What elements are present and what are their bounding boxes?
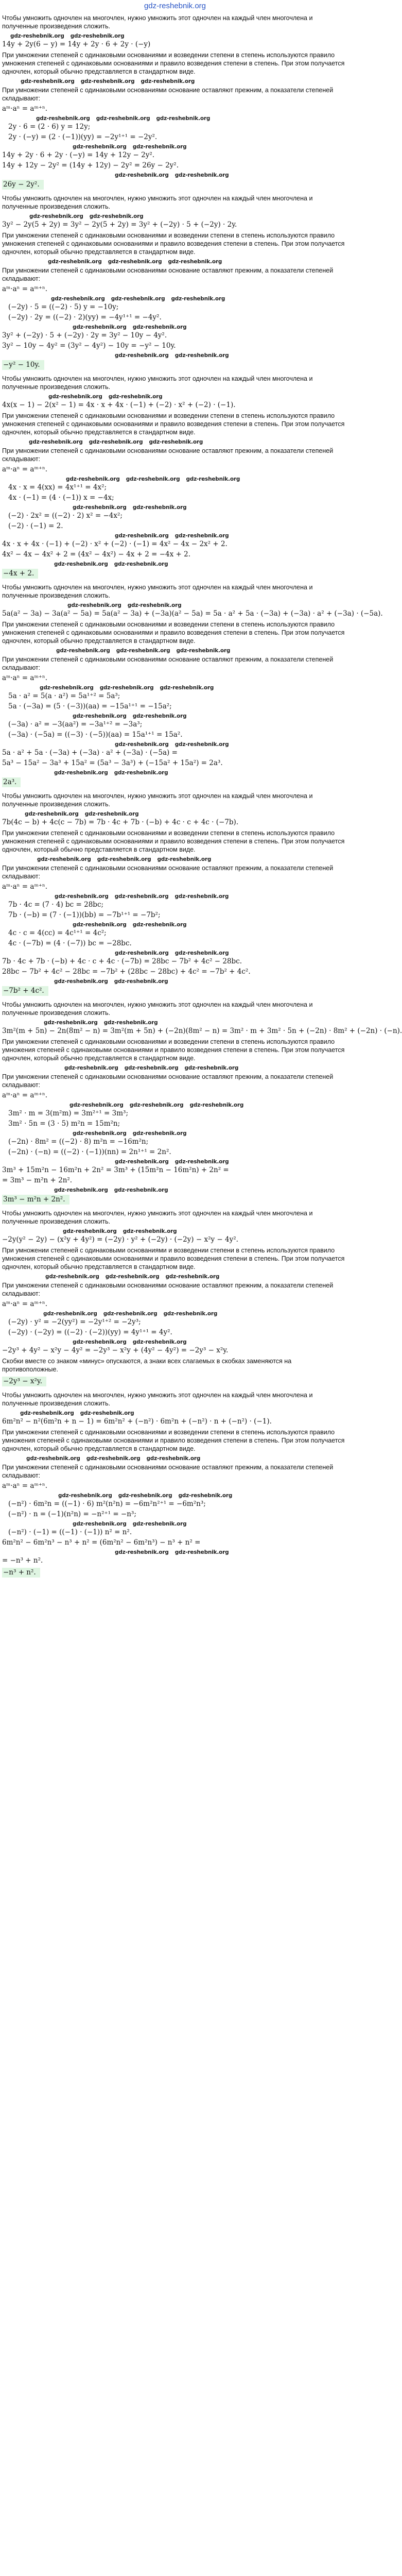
watermark: gdz-reshebnik.org bbox=[89, 438, 143, 445]
watermark: gdz-reshebnik.org bbox=[115, 172, 169, 178]
watermark: gdz-reshebnik.org bbox=[97, 856, 151, 862]
rule-powers-text: При умножении степеней с одинаковыми основаниями и возведении степени в степень используются правило умножения степеней с одинаковыми основаниями и правило возведения степени в степень. При этом получается одночлен, который обычно представляется в стандартном виде. bbox=[2, 232, 345, 256]
watermark: gdz-reshebnik.org bbox=[73, 504, 127, 511]
step: 4c · (−7b) = (4 · (−7)) bc = −28bc. bbox=[8, 939, 132, 947]
watermark-row bbox=[2, 1101, 348, 1108]
watermark-row bbox=[2, 1548, 348, 1555]
step: (−n²) · n = (−1)(n²n) = −n²⁺¹ = −n³; bbox=[8, 1510, 136, 1518]
watermark: gdz-reshebnik.org bbox=[132, 1338, 187, 1345]
step: (−2y) · y² = −2(yy²) = −2y¹⁺² = −2y³; bbox=[8, 1318, 141, 1326]
watermark-row bbox=[2, 114, 348, 122]
answer: 3m³ − m²n + 2n². bbox=[2, 1195, 69, 1205]
expression: 3y² − 2y(5 + 2y) = 3y² − 2y(5 + 2y) = 3y² + (−2y) · 5 + (−2y) · 2y. bbox=[2, 221, 237, 229]
rule-powers-text: При умножении степеней с одинаковыми основаниями и возведении степени в степень используются правило умножения степеней с одинаковыми основаниями и правило возведения степени в степень. При этом получается одночлен, который обычно представляется в стандартном виде. bbox=[2, 52, 345, 75]
watermark: gdz-reshebnik.org bbox=[141, 78, 195, 84]
watermark: gdz-reshebnik.org bbox=[115, 532, 169, 539]
watermark-row bbox=[2, 475, 348, 482]
watermark: gdz-reshebnik.org bbox=[89, 213, 144, 219]
watermark-row bbox=[2, 1492, 348, 1499]
step: 4c · c = 4(cc) = 4c¹⁺¹ = 4c²; bbox=[8, 929, 107, 937]
watermark: gdz-reshebnik.org bbox=[127, 602, 182, 608]
watermark: gdz-reshebnik.org bbox=[126, 476, 180, 482]
watermark: gdz-reshebnik.org bbox=[174, 893, 229, 900]
rule-short-text: При умножении степеней с одинаковыми основаниями основание оставляют прежним, а показатели степеней складывают: bbox=[2, 447, 334, 463]
watermark: gdz-reshebnik.org bbox=[43, 1310, 97, 1317]
watermark: gdz-reshebnik.org bbox=[86, 1455, 141, 1462]
watermark: gdz-reshebnik.org bbox=[54, 561, 108, 567]
rule-short-text: При умножении степеней с одинаковыми основаниями основание оставляют прежним, а показатели степеней складывают: bbox=[2, 1464, 334, 1479]
watermark: gdz-reshebnik.org bbox=[174, 352, 229, 359]
watermark: gdz-reshebnik.org bbox=[73, 1130, 127, 1137]
intro-text: Чтобы умножить одночлен на многочлен, нужно умножить этот одночлен на каждый член многочлена и полученные произведения сложить. bbox=[2, 1392, 313, 1407]
watermark: gdz-reshebnik.org bbox=[115, 352, 169, 359]
rule-short-text: При умножении степеней с одинаковыми основаниями основание оставляют прежним, а показатели степеней складывают: bbox=[2, 656, 334, 671]
watermark: gdz-reshebnik.org bbox=[115, 950, 169, 956]
watermark: gdz-reshebnik.org bbox=[115, 1549, 169, 1555]
expression: 14y + 2y(6 − y) = 14y + 2y · 6 + 2y · (−y) bbox=[2, 40, 151, 48]
watermark: gdz-reshebnik.org bbox=[114, 893, 169, 900]
step: 7b · (−b) = (7 · (−1))(bb) = −7b¹⁺¹ = −7b²; bbox=[8, 911, 161, 919]
watermark-row bbox=[2, 601, 348, 608]
watermark: gdz-reshebnik.org bbox=[40, 684, 94, 691]
step: 14y + 12y − 2y² = (14y + 12y) − 2y² = 26y − 2y². bbox=[2, 161, 179, 170]
intro-text: Чтобы умножить одночлен на многочлен, нужно умножить этот одночлен на каждый член многочлена и полученные произведения сложить. bbox=[2, 792, 313, 808]
answer: −7b² + 4c². bbox=[2, 986, 48, 996]
watermark: gdz-reshebnik.org bbox=[45, 1273, 99, 1280]
watermark: gdz-reshebnik.org bbox=[163, 1310, 218, 1317]
step: (−n²) · (−1) = ((−1) · (−1)) n² = n². bbox=[8, 1528, 132, 1536]
watermark: gdz-reshebnik.org bbox=[56, 647, 110, 654]
site-header[interactable]: gdz-reshebnik.org bbox=[144, 2, 206, 10]
watermark-row bbox=[2, 323, 348, 330]
watermark: gdz-reshebnik.org bbox=[165, 1273, 220, 1280]
step: = 3m³ − m²n + 2n². bbox=[2, 1176, 73, 1184]
watermark: gdz-reshebnik.org bbox=[168, 258, 222, 265]
watermark: gdz-reshebnik.org bbox=[44, 1019, 98, 1026]
watermark: gdz-reshebnik.org bbox=[123, 1228, 177, 1234]
watermark-row bbox=[2, 32, 348, 39]
watermark: gdz-reshebnik.org bbox=[118, 1492, 172, 1499]
watermark: gdz-reshebnik.org bbox=[132, 1520, 187, 1527]
step: (−2y) · 2y = ((−2) · 2)(yy) = −4y¹⁺¹ = −4y². bbox=[8, 313, 162, 321]
watermark: gdz-reshebnik.org bbox=[146, 1455, 201, 1462]
watermark: gdz-reshebnik.org bbox=[174, 532, 229, 539]
step: 5a³ − 15a² − 3a³ + 15a² = (5a³ − 3a³) + (−15a² + 15a²) = 2a³. bbox=[2, 759, 223, 767]
step: 2y · (−y) = (2 · (−1))(yy) = −2y¹⁺¹ = −2y². bbox=[8, 133, 158, 141]
step: 28bc − 7b² + 4c² − 28bc = −7b² + (28bc − 28bc) + 4c² = −7b² + 4c². bbox=[2, 968, 251, 976]
watermark-row bbox=[2, 438, 348, 445]
watermark-row bbox=[2, 1158, 348, 1165]
watermark-row bbox=[2, 1520, 348, 1527]
answer: −y² − 10y. bbox=[2, 360, 44, 370]
watermark: gdz-reshebnik.org bbox=[108, 258, 162, 265]
exercise-2 bbox=[2, 194, 348, 373]
watermark: gdz-reshebnik.org bbox=[21, 78, 75, 84]
watermark: gdz-reshebnik.org bbox=[132, 713, 187, 719]
watermark: gdz-reshebnik.org bbox=[58, 1492, 112, 1499]
watermark: gdz-reshebnik.org bbox=[73, 713, 127, 719]
rule-powers-text: При умножении степеней с одинаковыми основаниями и возведении степени в степень используются правило умножения степеней с одинаковыми основаниями и правило возведения степени в степень. При этом получается одночлен, который обычно представляется в стандартном виде. bbox=[2, 829, 345, 853]
step: (−2y) · (−2y) = ((−2) · (−2))(yy) = 4y¹⁺¹ = 4y². bbox=[8, 1328, 172, 1336]
expression: 4x(x − 1) − 2(x² − 1) = 4x · x + 4x · (−1) + (−2) · x² + (−2) · (−1). bbox=[2, 401, 236, 409]
exercise-1 bbox=[2, 14, 348, 193]
watermark: gdz-reshebnik.org bbox=[26, 1455, 80, 1462]
watermark: gdz-reshebnik.org bbox=[108, 393, 163, 400]
exercise-6 bbox=[2, 1001, 402, 1208]
watermark: gdz-reshebnik.org bbox=[73, 1520, 127, 1527]
rule-short-text: При умножении степеней с одинаковыми основаниями основание оставляют прежним, а показатели степеней складывают: bbox=[2, 865, 334, 880]
watermark-row bbox=[2, 1338, 348, 1345]
watermark: gdz-reshebnik.org bbox=[80, 78, 135, 84]
intro-text: Чтобы умножить одночлен на многочлен, нужно умножить этот одночлен на каждый член многочлена и полученные произведения сложить. bbox=[2, 1210, 313, 1225]
watermark: gdz-reshebnik.org bbox=[157, 856, 212, 862]
watermark: gdz-reshebnik.org bbox=[103, 1310, 158, 1317]
answer: 2a³. bbox=[2, 777, 21, 787]
watermark-row bbox=[2, 351, 348, 359]
rule-powers-text: При умножении степеней с одинаковыми основаниями и возведении степени в степень используются правило умножения степеней с одинаковыми основаниями и правило возведения степени в степень. При этом получается одночлен, который обычно представляется в стандартном виде. bbox=[2, 621, 345, 645]
watermark: gdz-reshebnik.org bbox=[55, 893, 109, 900]
watermark: gdz-reshebnik.org bbox=[73, 1338, 127, 1345]
watermark-row bbox=[2, 560, 348, 567]
step: (−2) · (−1) = 2. bbox=[8, 522, 63, 530]
intro-text: Чтобы умножить одночлен на многочлен, нужно умножить этот одночлен на каждый член многочлена и полученные произведения сложить. bbox=[2, 1001, 313, 1016]
watermark-row bbox=[2, 712, 348, 719]
watermark-row bbox=[2, 949, 348, 956]
intro-text: Чтобы умножить одночлен на многочлен, нужно умножить этот одночлен на каждый член многочлена и полученные произведения сложить. bbox=[2, 195, 313, 210]
watermark: gdz-reshebnik.org bbox=[80, 1410, 134, 1416]
rule-short-text: При умножении степеней с одинаковыми основаниями основание оставляют прежним, а показатели степеней складывают: bbox=[2, 87, 334, 102]
watermark-row bbox=[2, 532, 348, 539]
step: 2y · 6 = (2 · 6) y = 12y; bbox=[8, 123, 91, 131]
watermark: gdz-reshebnik.org bbox=[114, 769, 168, 776]
watermark: gdz-reshebnik.org bbox=[174, 1158, 229, 1165]
step: 4x · (−1) = (4 · (−1)) x = −4x; bbox=[8, 494, 114, 502]
watermark: gdz-reshebnik.org bbox=[171, 295, 225, 302]
watermark: gdz-reshebnik.org bbox=[174, 172, 229, 178]
exercise-5 bbox=[2, 792, 348, 999]
watermark: gdz-reshebnik.org bbox=[54, 978, 108, 985]
watermark: gdz-reshebnik.org bbox=[29, 438, 83, 445]
watermark: gdz-reshebnik.org bbox=[20, 1410, 74, 1416]
watermark-row bbox=[2, 740, 348, 748]
intro-text: Чтобы умножить одночлен на многочлен, нужно умножить этот одночлен на каждый член многочлена и полученные произведения сложить. bbox=[2, 375, 313, 391]
step: 7b · 4c + 7b · (−b) + 4c · c + 4c · (−7b) = 28bc − 7b² + 4c² − 28bc. bbox=[2, 957, 242, 965]
watermark-row bbox=[2, 295, 348, 302]
watermark-row bbox=[2, 921, 348, 928]
watermark: gdz-reshebnik.org bbox=[132, 143, 187, 150]
rule-short-text: При умножении степеней с одинаковыми основаниями основание оставляют прежним, а показатели степеней складывают: bbox=[2, 1282, 334, 1297]
watermark: gdz-reshebnik.org bbox=[178, 1492, 233, 1499]
watermark: gdz-reshebnik.org bbox=[25, 810, 79, 817]
watermark: gdz-reshebnik.org bbox=[124, 1064, 179, 1071]
watermark-row bbox=[2, 1454, 348, 1462]
step: 4x² − 4x − 4x² + 2 = (4x² − 4x²) − 4x + 2 = −4x + 2. bbox=[2, 550, 191, 558]
rule-short-text: При умножении степеней с одинаковыми основаниями основание оставляют прежним, а показатели степеней складывают: bbox=[2, 1073, 334, 1089]
expression: 6m²n² − n²(6m²n + n − 1) = 6m²n² + (−n²) · 6m²n + (−n²) · n + (−n²) · (−1). bbox=[2, 1417, 272, 1426]
power-rule: aᵐ·aⁿ = aᵐ⁺ⁿ. bbox=[2, 674, 47, 682]
step: (−n²) · 6m²n = ((−1) · 6) m²(n²n) = −6m²n²⁺¹ = −6m²n³; bbox=[8, 1500, 206, 1508]
answer: −2y³ − x²y. bbox=[2, 1377, 46, 1386]
exercise-4 bbox=[2, 583, 383, 790]
watermark-row bbox=[2, 1227, 348, 1234]
step: 14y + 2y · 6 + 2y · (−y) = 14y + 12y − 2y². bbox=[2, 151, 155, 159]
watermark: gdz-reshebnik.org bbox=[149, 438, 203, 445]
watermark-row bbox=[2, 1273, 348, 1280]
watermark: gdz-reshebnik.org bbox=[132, 324, 187, 330]
watermark-row bbox=[2, 684, 348, 691]
watermark: gdz-reshebnik.org bbox=[36, 115, 90, 122]
watermark: gdz-reshebnik.org bbox=[132, 1130, 187, 1137]
watermark: gdz-reshebnik.org bbox=[114, 561, 168, 567]
watermark: gdz-reshebnik.org bbox=[184, 1064, 239, 1071]
watermark-row bbox=[2, 1129, 348, 1137]
watermark: gdz-reshebnik.org bbox=[54, 769, 108, 776]
step: 4x · x = 4(xx) = 4x¹⁺¹ = 4x²; bbox=[8, 483, 107, 492]
rule-powers-text: При умножении степеней с одинаковыми основаниями и возведении степени в степень используются правило умножения степеней с одинаковыми основаниями и правило возведения степени в степень. При этом получается одночлен, который обычно представляется в стандартном виде. bbox=[2, 1429, 345, 1452]
watermark-row bbox=[2, 503, 348, 511]
step: (−2) · 2x² = ((−2) · 2) x² = −4x²; bbox=[8, 512, 123, 520]
watermark-row bbox=[2, 143, 348, 150]
power-rule: aᵐ·aⁿ = aᵐ⁺ⁿ. bbox=[2, 883, 47, 891]
watermark: gdz-reshebnik.org bbox=[96, 115, 150, 122]
step: (−2n) · (−n) = ((−2) · (−1))(nn) = 2n¹⁺¹ = 2n². bbox=[8, 1148, 171, 1156]
intro-text: Чтобы умножить одночлен на многочлен, нужно умножить этот одночлен на каждый член многочлена и полученные произведения сложить. bbox=[2, 584, 313, 599]
watermark: gdz-reshebnik.org bbox=[115, 741, 169, 748]
watermark: gdz-reshebnik.org bbox=[160, 684, 214, 691]
watermark: gdz-reshebnik.org bbox=[176, 647, 231, 654]
watermark-row bbox=[2, 892, 348, 900]
watermark: gdz-reshebnik.org bbox=[111, 295, 165, 302]
watermark: gdz-reshebnik.org bbox=[105, 1273, 160, 1280]
watermark: gdz-reshebnik.org bbox=[156, 115, 211, 122]
watermark-row bbox=[2, 258, 348, 265]
power-rule: aᵐ·aⁿ = aᵐ⁺ⁿ. bbox=[2, 1482, 47, 1490]
expression: 3m²(m + 5n) − 2n(8m² − n) = 3m²(m + 5n) + (−2n)(8m² − n) = 3m² · m + 3m² · 5n + (−2n) · 8m² + (−2n) · (−n). bbox=[2, 1027, 402, 1035]
watermark-row bbox=[2, 1186, 348, 1193]
step: (−3a) · (−5a) = ((−3) · (−5))(aa) = 15a¹⁺¹ = 15a². bbox=[8, 731, 183, 739]
exercise-8 bbox=[2, 1391, 348, 1581]
watermark: gdz-reshebnik.org bbox=[174, 1549, 229, 1555]
watermark: gdz-reshebnik.org bbox=[73, 143, 127, 150]
watermark-row bbox=[2, 77, 348, 84]
rule-powers-text: При умножении степеней с одинаковыми основаниями и возведении степени в степень используются правило умножения степеней с одинаковыми основаниями и правило возведения степени в степень. При этом получается одночлен, который обычно представляется в стандартном виде. bbox=[2, 1038, 345, 1062]
watermark: gdz-reshebnik.org bbox=[186, 476, 240, 482]
watermark: gdz-reshebnik.org bbox=[48, 258, 102, 265]
step: 3m² · m = 3(m²m) = 3m²⁺¹ = 3m³; bbox=[8, 1109, 128, 1117]
rule-short-text: При умножении степеней с одинаковыми основаниями основание оставляют прежним, а показатели степеней складывают: bbox=[2, 267, 334, 282]
watermark: gdz-reshebnik.org bbox=[114, 978, 168, 985]
step: 4x · x + 4x · (−1) + (−2) · x² + (−2) · (−1) = 4x² − 4x − 2x² + 2. bbox=[2, 540, 228, 548]
watermark: gdz-reshebnik.org bbox=[63, 1228, 117, 1234]
watermark-row bbox=[2, 977, 348, 985]
watermark-row bbox=[2, 171, 348, 178]
watermark: gdz-reshebnik.org bbox=[132, 504, 187, 511]
watermark-row bbox=[2, 1064, 348, 1071]
step: 7b · 4c = (7 · 4) bc = 28bc; bbox=[8, 901, 104, 909]
watermark: gdz-reshebnik.org bbox=[103, 1019, 158, 1026]
step: 5a · a² = 5(a · a²) = 5a¹⁺² = 5a³; bbox=[8, 692, 120, 700]
watermark-row bbox=[2, 810, 348, 817]
watermark: gdz-reshebnik.org bbox=[132, 921, 187, 928]
watermark: gdz-reshebnik.org bbox=[70, 32, 125, 39]
power-rule: aᵐ·aⁿ = aᵐ⁺ⁿ. bbox=[2, 1300, 47, 1308]
watermark: gdz-reshebnik.org bbox=[116, 647, 170, 654]
watermark-row bbox=[2, 1409, 348, 1416]
watermark-row bbox=[2, 1019, 348, 1026]
exercise-7 bbox=[2, 1209, 348, 1389]
step: −2y³ + 4y² − x²y − 4y² = −2y³ − x²y + (4y² − 4y²) = −2y³ − x²y. bbox=[2, 1346, 229, 1354]
watermark: gdz-reshebnik.org bbox=[99, 684, 154, 691]
step: = −n³ + n². bbox=[2, 1556, 43, 1565]
watermark: gdz-reshebnik.org bbox=[48, 393, 102, 400]
expression: −2y(y² − 2y) − (x²y + 4y²) = (−2y) · y² + (−2y) · (−2y) − x²y − 4y². bbox=[2, 1235, 238, 1244]
step: (−3a) · a² = −3(aa²) = −3a¹⁺² = −3a³; bbox=[8, 720, 143, 728]
watermark: gdz-reshebnik.org bbox=[174, 950, 229, 956]
watermark-row bbox=[2, 769, 348, 776]
answer: −n³ + n². bbox=[2, 1568, 40, 1578]
watermark: gdz-reshebnik.org bbox=[69, 1101, 124, 1108]
watermark: gdz-reshebnik.org bbox=[174, 741, 229, 748]
expression: 7b(4c − b) + 4c(c − 7b) = 7b · 4c + 7b · (−b) + 4c · c + 4c · (−7b). bbox=[2, 818, 239, 826]
step: 3m² · 5n = (3 · 5) m²n = 15m²n; bbox=[8, 1120, 120, 1128]
watermark-row bbox=[2, 647, 348, 654]
watermark-row bbox=[2, 393, 348, 400]
power-rule: aᵐ·aⁿ = aᵐ⁺ⁿ. bbox=[2, 465, 47, 473]
watermark-row bbox=[2, 212, 348, 219]
intro-text: Чтобы умножить одночлен на многочлен, нужно умножить этот одночлен на каждый член многочлена и полученные произведения сложить. bbox=[2, 14, 313, 30]
power-rule: aᵐ·aⁿ = aᵐ⁺ⁿ. bbox=[2, 285, 47, 293]
sign-rule-text: Скобки вместе со знаком «минус» опускаются, а знаки всех слагаемых в скобках заменяются на противоположные. bbox=[2, 1358, 292, 1373]
expression: 5a(a² − 3a) − 3a(a² − 5a) = 5a(a² − 3a) + (−3a)(a² − 5a) = 5a · a² + 5a · (−3a) + (−3a) · a² + (−3a) · (−5a). bbox=[2, 609, 383, 618]
watermark: gdz-reshebnik.org bbox=[129, 1101, 184, 1108]
answer: 26y − 2y². bbox=[2, 180, 44, 190]
exercise-3 bbox=[2, 375, 348, 582]
step: 5a · (−3a) = (5 · (−3))(aa) = −15a¹⁺¹ = −15a²; bbox=[8, 702, 172, 710]
step: 3m³ + 15m²n − 16m²n + 2n² = 3m³ + (15m²n − 16m²n) + 2n² = bbox=[2, 1166, 229, 1174]
rule-powers-text: При умножении степеней с одинаковыми основаниями и возведении степени в степень используются правило умножения степеней с одинаковыми основаниями и правило возведения степени в степень. При этом получается одночлен, который обычно представляется в стандартном виде. bbox=[2, 1247, 345, 1270]
watermark: gdz-reshebnik.org bbox=[115, 1158, 169, 1165]
watermark: gdz-reshebnik.org bbox=[66, 476, 120, 482]
step: 3y² − 10y − 4y² = (3y² − 4y²) − 10y = −y² − 10y. bbox=[2, 342, 176, 350]
watermark: gdz-reshebnik.org bbox=[64, 1064, 118, 1071]
watermark: gdz-reshebnik.org bbox=[54, 1187, 108, 1193]
watermark: gdz-reshebnik.org bbox=[73, 921, 127, 928]
power-rule: aᵐ·aⁿ = aᵐ⁺ⁿ. bbox=[2, 1091, 47, 1099]
watermark: gdz-reshebnik.org bbox=[51, 295, 105, 302]
watermark: gdz-reshebnik.org bbox=[189, 1101, 244, 1108]
power-rule: aᵐ·aⁿ = aᵐ⁺ⁿ. bbox=[2, 105, 47, 113]
rule-powers-text: При умножении степеней с одинаковыми основаниями и возведении степени в степень используются правило умножения степеней с одинаковыми основаниями и правило возведения степени в степень. При этом получается одночлен, который обычно представляется в стандартном виде. bbox=[2, 412, 345, 436]
step: (−2n) · 8m² = ((−2) · 8) m²n = −16m²n; bbox=[8, 1138, 149, 1146]
solution-list bbox=[0, 14, 402, 1581]
watermark-row bbox=[2, 855, 348, 862]
watermark: gdz-reshebnik.org bbox=[29, 213, 83, 219]
step: 3y² + (−2y) · 5 + (−2y) · 2y = 3y² − 10y − 4y². bbox=[2, 331, 167, 340]
watermark: gdz-reshebnik.org bbox=[84, 810, 139, 817]
step: 6m²n² − 6m²n³ − n³ + n² = (6m²n² − 6m²n³) − n³ + n² = bbox=[2, 1538, 201, 1547]
watermark: gdz-reshebnik.org bbox=[37, 856, 91, 862]
watermark-row bbox=[2, 1310, 348, 1317]
step: (−2y) · 5 = ((−2) · 5) y = −10y; bbox=[8, 303, 119, 311]
watermark: gdz-reshebnik.org bbox=[73, 324, 127, 330]
watermark: gdz-reshebnik.org bbox=[114, 1187, 168, 1193]
answer: −4x + 2. bbox=[2, 569, 38, 579]
step: 5a · a² + 5a · (−3a) + (−3a) · a² + (−3a) · (−5a) = bbox=[2, 749, 178, 757]
watermark: gdz-reshebnik.org bbox=[10, 32, 64, 39]
watermark: gdz-reshebnik.org bbox=[67, 602, 121, 608]
